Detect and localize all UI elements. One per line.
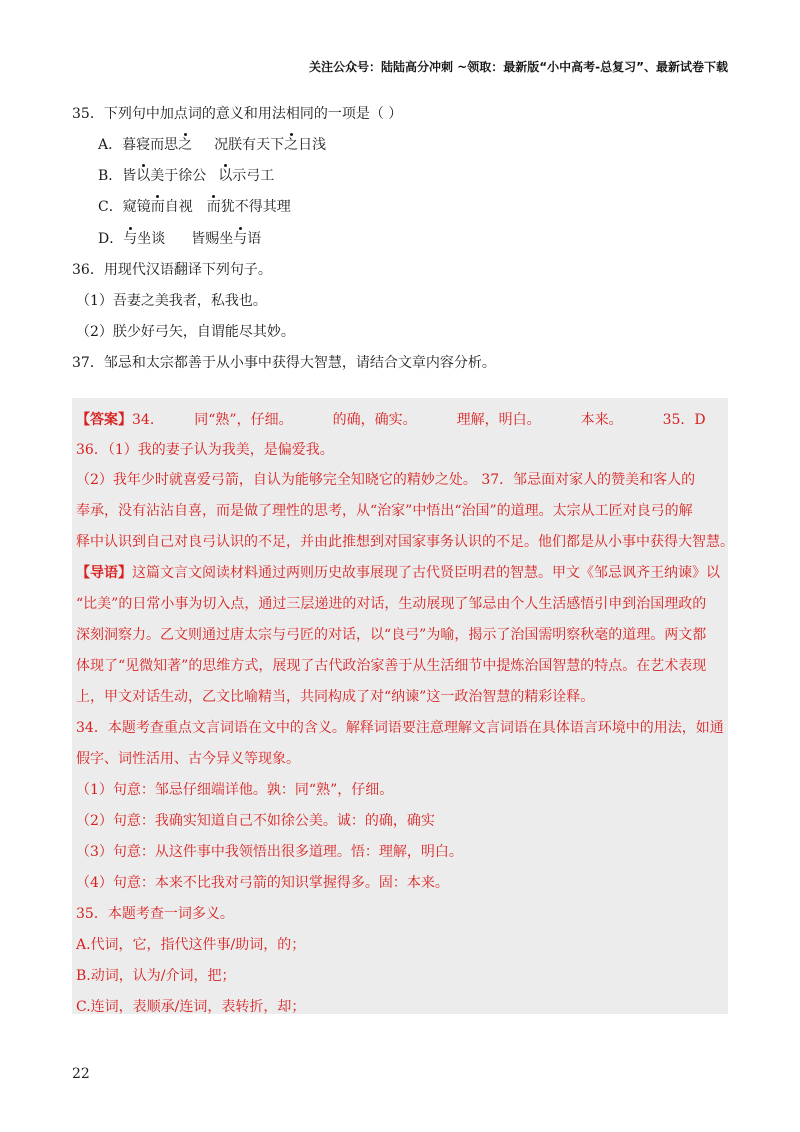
explanation-34-item-2: （2）句意：我确实知道自己不如徐公美。诚：的确，确实 <box>76 813 435 829</box>
explanation-34-line-1: 34．本题考查重点文言词语在文中的含义。解释词语要注意理解文言词语在具体语言环境中的用法，如通 <box>76 720 724 736</box>
dotted-word: 以 <box>136 168 151 184</box>
question-36-sentence-1: （1）吾妻之美我者，私我也。 <box>76 293 267 309</box>
explanation-35-option-b: B.动词，认为/介词，把； <box>76 968 236 984</box>
dotted-word: 而 <box>150 199 165 215</box>
option-d-second-pre: 皆赐坐 <box>191 231 234 247</box>
dotted-word: 以 <box>218 168 233 184</box>
guide-line-3: 深刻洞察力。乙文则通过唐太宗与弓匠的对话，以“良弓”为喻，揭示了治国需明察秋毫的道理。两文都 <box>76 627 707 643</box>
option-d-second-post: 语 <box>247 231 262 247</box>
explanation-35-option-a: A.代词，它，指代这件事/助词，的； <box>76 937 306 953</box>
answer-34-item-3: 理解，明白。 <box>456 412 541 428</box>
explanation-34-item-4: （4）句意：本来不比我对弓箭的知识掌握得多。固：本来。 <box>76 875 449 891</box>
dotted-word: 之 <box>284 137 299 153</box>
answer-tag: 【答案】 <box>76 412 132 428</box>
question-35-stem: 35．下列句中加点词的意义和用法相同的一项是（ ） <box>72 106 403 122</box>
option-a-first-pre: 暮寝而思 <box>122 137 179 153</box>
explanation-34-item-3: （3）句意：从这件事中我领悟出很多道理。悟：理解，明白。 <box>76 844 463 860</box>
explanation-35-option-c: C.连词，表顺承/连词，表转折，却； <box>76 999 306 1015</box>
answer-37-line-3: 释中认识到自己对良弓认识的不足，并由此推想到对国家事务认识的不足。他们都是从小事中获得大智慧。 <box>76 534 734 550</box>
answer-34-number: 34. <box>132 412 155 428</box>
question-35-option-a <box>98 134 326 154</box>
answer-36-line-1: 36．（1）我的妻子认为我美，是偏爱我。 <box>76 442 334 458</box>
option-b-second-post: 示弓工 <box>232 168 275 184</box>
guide-line-5: 上，甲文对话生动，乙文比喻精当，共同构成了对“纳谏”这一政治智慧的精彩诠释。 <box>76 689 595 705</box>
option-letter: C． <box>98 199 123 215</box>
explanation-35-stem: 35．本题考查一词多义。 <box>76 906 234 922</box>
answer-line <box>76 409 706 429</box>
answer-34-item-2: 的确，确实。 <box>332 412 417 428</box>
option-b-first-post: 美于徐公 <box>150 168 207 184</box>
option-b-first-pre: 皆 <box>122 168 137 184</box>
option-c-first-post: 自视 <box>164 199 193 215</box>
guide-text: 这篇文言文阅读材料通过两则历史故事展现了古代贤臣明君的智慧。甲文《邹忌讽齐王纳谏》以 <box>132 565 720 581</box>
dotted-word: 而 <box>206 199 221 215</box>
explanation-34-item-1: （1）句意：邹忌仔细端详他。孰：同“熟”，仔细。 <box>76 782 394 798</box>
answer-37-line-2: 奉承，没有沾沾自喜，而是做了理性的思考，从“治家”中悟出“治国”的道理。太宗从工匠对良弓的解 <box>76 503 693 519</box>
dotted-word: 之 <box>178 137 193 153</box>
answer-36-line-2: （2）我年少时就喜爱弓箭，自认为能够完全知晓它的精妙之处。 37．邹忌面对家人的赞美和客人的 <box>76 472 696 488</box>
answer-34-item-1: 同“熟”，仔细。 <box>194 412 293 428</box>
question-35-option-c <box>98 196 291 216</box>
dotted-word: 与 <box>233 231 248 247</box>
option-d-first-post: 坐谈 <box>137 231 166 247</box>
dotted-word: 与 <box>123 231 138 247</box>
guide-line-4: 体现了“见微知著”的思维方式，展现了古代政治家善于从生活细节中提炼治国智慧的特点。在艺术表现 <box>76 658 707 674</box>
question-35-option-b <box>98 165 274 185</box>
question-36-stem: 36．用现代汉语翻译下列句子。 <box>72 262 272 278</box>
answer-34-item-4: 本来。 <box>580 412 623 428</box>
explanation-34-line-2: 假字、词性活用、古今异义等现象。 <box>76 751 300 767</box>
option-letter: D． <box>98 231 124 247</box>
answer-35: 35．D <box>662 412 706 428</box>
page-header: 关注公众号：陆陆高分冲刺 ~领取：最新版“小中高考-总复习”、最新试卷下载 <box>309 60 728 74</box>
option-a-second-pre: 况朕有天下 <box>214 137 285 153</box>
option-a-second-post: 日浅 <box>298 137 327 153</box>
page-number: 22 <box>72 1066 90 1082</box>
option-letter: B． <box>98 168 123 184</box>
guide-tag: 【导语】 <box>76 565 132 581</box>
option-letter: A． <box>98 137 123 153</box>
option-c-second-post: 犹不得其理 <box>220 199 291 215</box>
guide-line-2: “比美”的日常小事为切入点，通过三层递进的对话，生动展现了邹忌由个人生活感悟引申到治国理政的 <box>76 596 707 612</box>
question-35-option-d <box>98 228 261 248</box>
question-36-sentence-2: （2）朕少好弓矢，自谓能尽其妙。 <box>76 324 295 340</box>
question-37-stem: 37．邹忌和太宗都善于从小事中获得大智慧，请结合文章内容分析。 <box>72 355 496 371</box>
guide-line-1 <box>76 562 720 582</box>
option-c-first-pre: 窥镜 <box>122 199 151 215</box>
